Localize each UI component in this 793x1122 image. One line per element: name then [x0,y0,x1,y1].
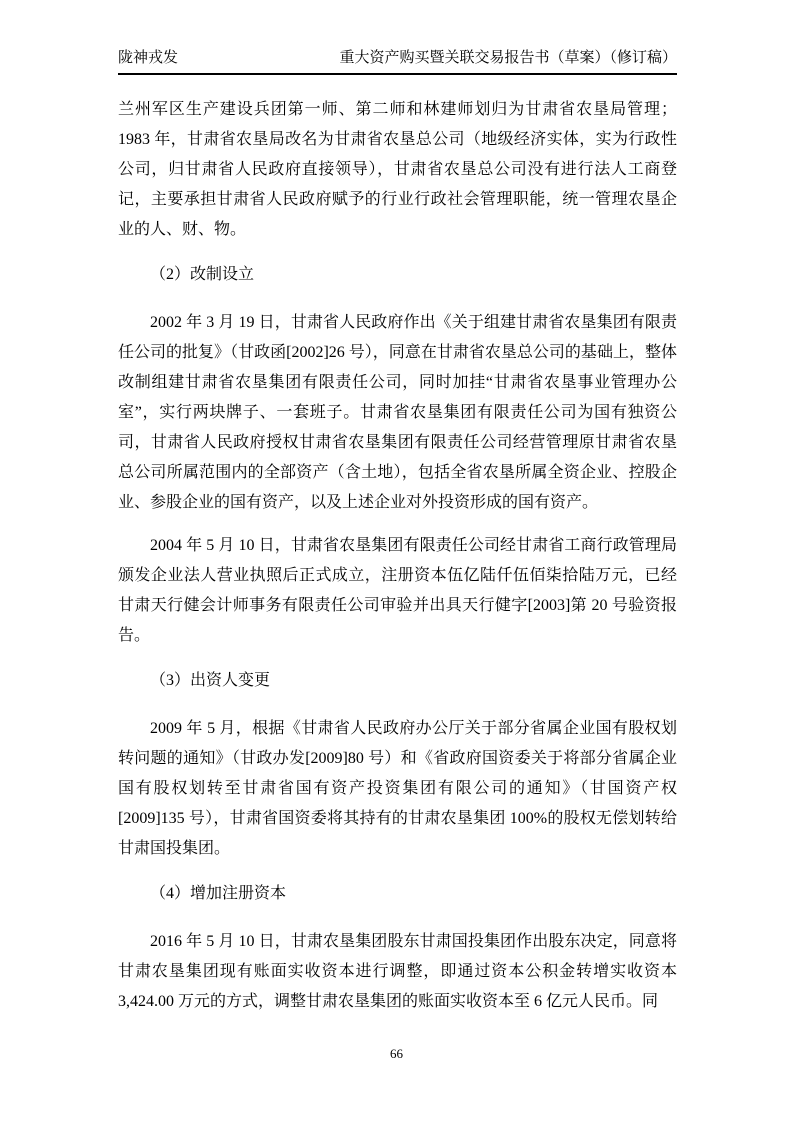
page-number: 66 [390,1046,403,1061]
header-company-name: 陇神戎发 [118,50,179,66]
section-heading-capital-increase: （4）增加注册资本 [150,885,287,902]
document-body [118,95,677,1017]
paragraph-continued-history: 兰州军区生产建设兵团第一师、第二师和林建师划归为甘肃省农垦局管理；1983 年，甘肃省农垦局改名为甘肃省农垦总公司（地级经济实体，实为行政性公司，归甘肃省人民政府直接领导），甘肃省农垦总公司没有进行法人工商登记，主要承担甘肃省人民政府赋予的行业行政社会管理职能，统一管理农垦企业的人、财、物。 [118,101,677,238]
section-heading-restructuring: （2）改制设立 [150,266,255,283]
paragraph-equity-transfer-2009: 2009 年 5 月，根据《甘肃省人民政府办公厅关于部分省属企业国有股权划转问题的通知》（甘政办发[2009]80 号）和《省政府国资委关于将部分省属企业国有股权划转至甘肃省国有资产投资集团有限公司的通知》（甘国资产权[2009]135 号），甘肃省国资委将其持有的甘肃农垦集团 100%的股权无偿划转给甘肃国投集团。 [118,720,677,857]
paragraph-establishment-2004: 2004 年 5 月 10 日，甘肃省农垦集团有限责任公司经甘肃省工商行政管理局颁发企业法人营业执照后正式成立，注册资本伍亿陆仟伍佰柒拾陆万元，已经甘肃天行健会计师事务有限责任公司审验并出具天行健字[2003]第 20 号验资报告。 [118,537,677,644]
section-heading-investor-change: （3）出资人变更 [150,672,271,689]
header-report-title: 重大资产购买暨关联交易报告书（草案）（修订稿） [339,50,677,66]
page-footer [0,1046,793,1062]
paragraph-restructuring-2002: 2002 年 3 月 19 日，甘肃省人民政府作出《关于组建甘肃省农垦集团有限责任公司的批复》（甘政函[2002]26 号），同意在甘肃省农垦总公司的基础上，整体改制组建甘肃省农垦集团有限责任公司，同时加挂“甘肃省农垦事业管理办公室”，实行两块牌子、一套班子。甘肃省农垦集团有限责任公司为国有独资公司，甘肃省人民政府授权甘肃省农垦集团有限责任公司经营管理原甘肃省农垦总公司所属范围内的全部资产（含土地），包括全省农垦所属全资企业、控股企业、参股企业的国有资产，以及上述企业对外投资形成的国有资产。 [118,314,677,511]
page-header [118,48,677,75]
paragraph-capital-increase-2016: 2016 年 5 月 10 日，甘肃农垦集团股东甘肃国投集团作出股东决定，同意将甘肃农垦集团现有账面实收资本进行调整，即通过资本公积金转增实收资本 3,424.00 万元的方式，调整甘肃农垦集团的账面实收资本至 6 亿元人民币。同 [118,933,677,1010]
